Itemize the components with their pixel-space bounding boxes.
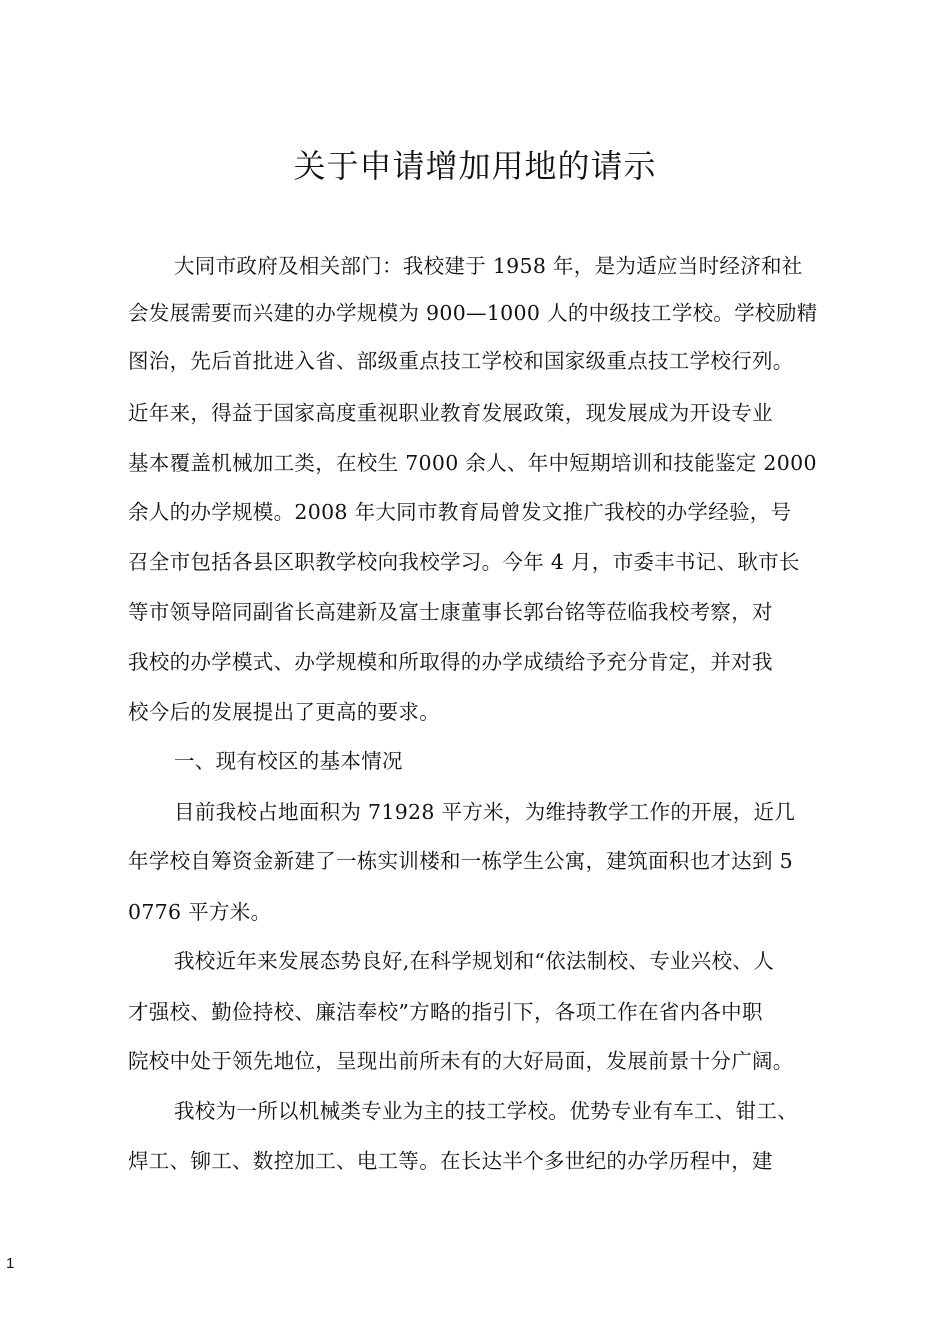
body-line: 0776 平方米。 [128,900,272,924]
body-line: 院校中处于领先地位，呈现出前所未有的大好局面，发展前景十分广阔。 [128,1049,794,1073]
body-line: 近年来，得益于国家高度重视职业教育发展政策，现发展成为开设专业 [128,401,773,425]
body-line: 大同市政府及相关部门：我校建于 1958 年，是为适应当时经济和社 [174,254,803,278]
body-line: 校今后的发展提出了更高的要求。 [128,700,440,724]
body-line: 余人的办学规模。2008 年大同市教育局曾发文推广我校的办学经验，号 [128,500,792,524]
body-line: 基本覆盖机械加工类，在校生 7000 余人、年中短期培训和技能鉴定 2000 [128,451,817,475]
body-line: 我校的办学模式、办学规模和所取得的办学成绩给予充分肯定，并对我 [128,650,773,674]
body-line: 我校近年来发展态势良好,在科学规划和“依法制校、专业兴校、人 [174,949,774,973]
body-line: 目前我校占地面积为 71928 平方米，为维持教学工作的开展，近几 [174,800,796,824]
page-number: 1 [6,1255,15,1272]
document-title: 关于申请增加用地的请示 [293,147,657,185]
body-line: 等市领导陪同副省长高建新及富士康董事长郭台铭等莅临我校考察，对 [128,600,773,624]
section-heading: 一、现有校区的基本情况 [174,749,403,773]
body-line: 会发展需要而兴建的办学规模为 900—1000 人的中级技工学校。学校励精 [128,301,818,325]
body-line: 图治，先后首批进入省、部级重点技工学校和国家级重点技工学校行列。 [128,349,794,373]
body-line: 年学校自筹资金新建了一栋实训楼和一栋学生公寓，建筑面积也才达到 5 [128,849,793,873]
body-line: 召全市包括各县区职教学校向我校学习。今年 4 月，市委丰书记、耿市长 [128,550,800,574]
body-line: 我校为一所以机械类专业为主的技工学校。优势专业有车工、钳工、 [174,1099,798,1123]
body-line: 焊工、铆工、数控加工、电工等。在长达半个多世纪的办学历程中，建 [128,1149,773,1173]
body-line: 才强校、勤俭持校、廉洁奉校”方略的指引下，各项工作在省内各中职 [128,1000,763,1024]
